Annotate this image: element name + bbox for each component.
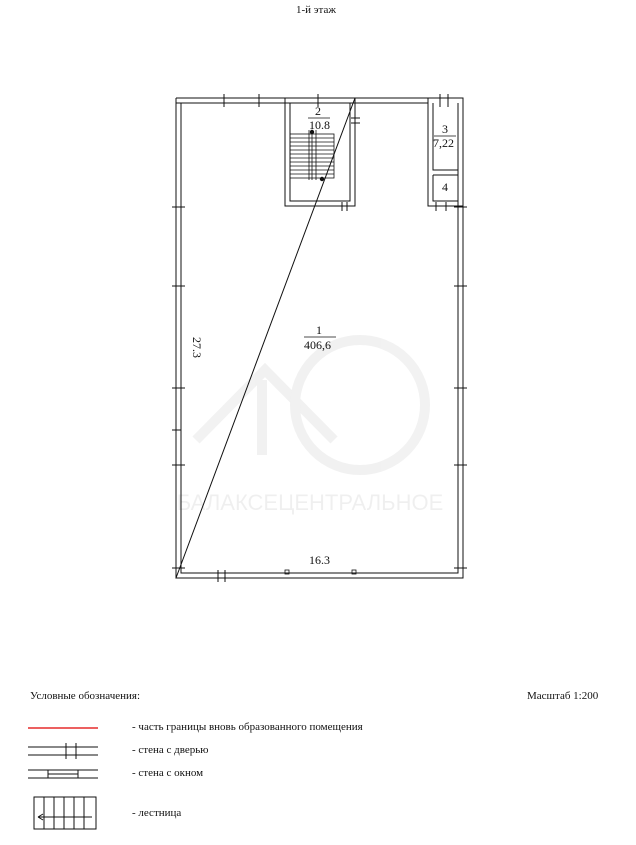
- floor-title: 1-й этаж: [296, 4, 336, 16]
- legend-item-window: [28, 764, 528, 784]
- watermark-logo: [196, 340, 425, 470]
- legend-title: Условные обозначения:: [30, 690, 141, 702]
- room-1-number: 1: [316, 323, 322, 337]
- scale-label: Масштаб 1:200: [527, 690, 599, 702]
- room-3-area: 7,22: [433, 136, 454, 150]
- window-wall-symbol: [28, 764, 128, 784]
- watermark-text: БАЛАКСЕЦЕНТРАЛЬНОЕ: [176, 490, 444, 515]
- room-3-number: 3: [442, 122, 448, 136]
- legend-item-stairs: [28, 795, 528, 831]
- room-1-area: 406,6: [304, 338, 331, 352]
- legend-label-window: - стена с окном: [132, 767, 204, 779]
- room-4-number: 4: [442, 180, 448, 194]
- legend-label-stairs: - лестница: [132, 807, 182, 819]
- legend-label-boundary: - часть границы вновь образованного помещения: [132, 721, 363, 733]
- width-dimension: 16.3: [309, 553, 330, 567]
- legend-item-boundary: [28, 718, 528, 738]
- stairs-symbol: [28, 795, 128, 831]
- legend-item-door: [28, 741, 528, 761]
- red-line-symbol: [28, 718, 128, 738]
- legend-label-door: - стена с дверью: [132, 744, 209, 756]
- room-2-number: 2: [315, 104, 321, 118]
- room-2-area: 10.8: [309, 118, 330, 132]
- height-dimension: 27.3: [190, 337, 204, 358]
- door-wall-symbol: [28, 741, 128, 761]
